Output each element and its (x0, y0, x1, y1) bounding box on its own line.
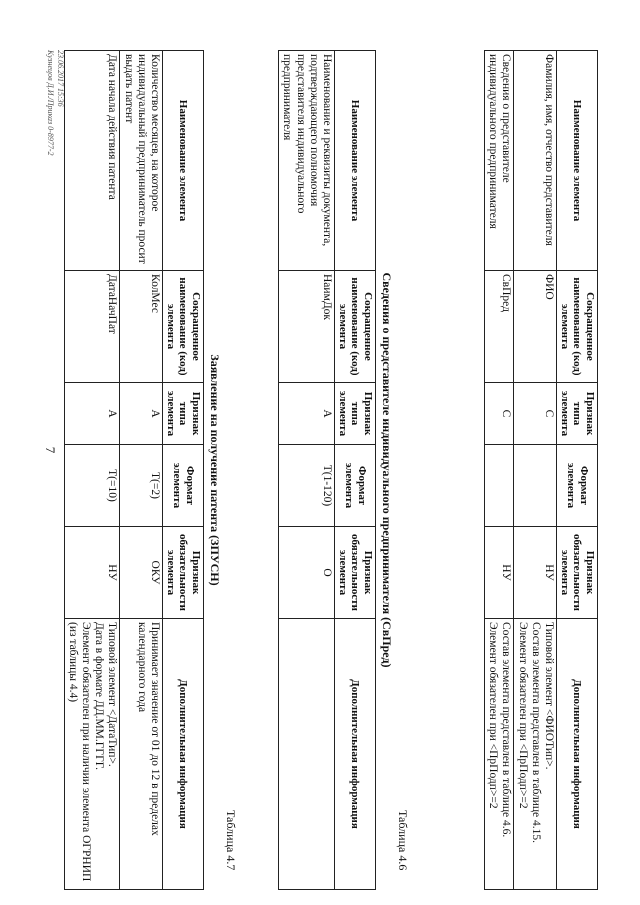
cell-name: Количество месяцев, на которое индивидуальный предприниматель просит выдать патент (120, 51, 163, 271)
t3-header-required: Признак обязательности элемента (163, 527, 204, 619)
cell-code: НаимДок (279, 271, 335, 383)
cell-info: Типовой элемент <ФИОТип>. Состав элемента представлен в таблице 4.15. Элемент обязателен при <ПрПодп>=2 (514, 619, 557, 890)
cell-required: НУ (514, 527, 557, 619)
cell-type: С (514, 383, 557, 445)
table-3-header-row (163, 51, 204, 890)
cell-code: ДатаНачПат (64, 271, 120, 383)
table-row (120, 51, 163, 890)
cell-type: А (64, 383, 120, 445)
table-2 (278, 50, 376, 890)
t3-header-info: Дополнительная информация (163, 619, 204, 890)
cell-format: T(1-120) (279, 445, 335, 527)
t2-header-name: Наименование элемента (335, 51, 376, 271)
cell-required: НУ (484, 527, 513, 619)
t1-header-code: Сокращенное наименование (код) элемента (557, 271, 598, 383)
cell-code: ФИО (514, 271, 557, 383)
table-2-caption: Таблица 4.6 (396, 810, 410, 871)
cell-info: Состав элемента представлен в таблице 4.6. Элемент обязателен при <ПрПодп>=2 (484, 619, 513, 890)
cell-format (514, 445, 557, 527)
footer-line-2: Кузнецов Д.И./Приказ 0-8977-2 (46, 50, 56, 156)
t2-header-code: Сокращенное наименование (код) элемента (335, 271, 376, 383)
cell-info (279, 619, 335, 890)
t3-header-name: Наименование элемента (163, 51, 204, 271)
cell-info: Принимает значение от 01 до 12 в пределах календарного года (120, 619, 163, 890)
cell-required: О (279, 527, 335, 619)
cell-info: Типовой элемент <ДатаТип>. Дата в формате ДД.ММ.ГГГГ. Элемент обязателен при наличии элемента ОГРНИП (из таблицы 4.4) (64, 619, 120, 890)
cell-name: Дата начала действия патента (64, 51, 120, 271)
cell-name: Фамилия, имя, отчество представителя (514, 51, 557, 271)
cell-format (484, 445, 513, 527)
table-3 (64, 50, 204, 890)
t1-header-type: Признак типа элемента (557, 383, 598, 445)
table-row (514, 51, 557, 890)
cell-type: А (279, 383, 335, 445)
footer-line-1: 23.06.2017 15:36 (56, 50, 65, 107)
table-2-header-row (335, 51, 376, 890)
table-1-header-row (557, 51, 598, 890)
cell-type: А (120, 383, 163, 445)
cell-code: СвПред (484, 271, 513, 383)
cell-required: НУ (64, 527, 120, 619)
cell-name: Наименование и реквизиты документа, подтверждающего полномочия представителя индивидуального предпринимателя (279, 51, 335, 271)
table-2-title: Сведения о представителе индивидуального предпринимателя (СвПред) (380, 272, 394, 668)
t1-header-format: Формат элемента (557, 445, 598, 527)
t2-header-info: Дополнительная информация (335, 619, 376, 890)
table-row (279, 51, 335, 890)
cell-name: Сведения о представителе индивидуального предпринимателя (484, 51, 513, 271)
t2-header-format: Формат элемента (335, 445, 376, 527)
table-3-title: Заявление на получение патента (ЗПУСН) (208, 354, 222, 586)
cell-code: КолМес (120, 271, 163, 383)
cell-type: С (484, 383, 513, 445)
t2-header-type: Признак типа элемента (335, 383, 376, 445)
t2-header-required: Признак обязательности элемента (335, 527, 376, 619)
cell-format: T(=2) (120, 445, 163, 527)
cell-format: T(=10) (64, 445, 120, 527)
t1-header-info: Дополнительная информация (557, 619, 598, 890)
table-row (64, 51, 120, 890)
t3-header-format: Формат элемента (163, 445, 204, 527)
table-1 (484, 50, 598, 890)
page-number: 7 (43, 446, 58, 454)
table-row (484, 51, 513, 890)
cell-required: ОКУ (120, 527, 163, 619)
rotated-page-content (20, 20, 620, 900)
t1-header-required: Признак обязательности элемента (557, 527, 598, 619)
footer-stamp (46, 50, 65, 155)
t3-header-code: Сокращенное наименование (код) элемента (163, 271, 204, 383)
table-3-caption: Таблица 4.7 (224, 810, 238, 871)
t1-header-name: Наименование элемента (557, 51, 598, 271)
t3-header-type: Признак типа элемента (163, 383, 204, 445)
